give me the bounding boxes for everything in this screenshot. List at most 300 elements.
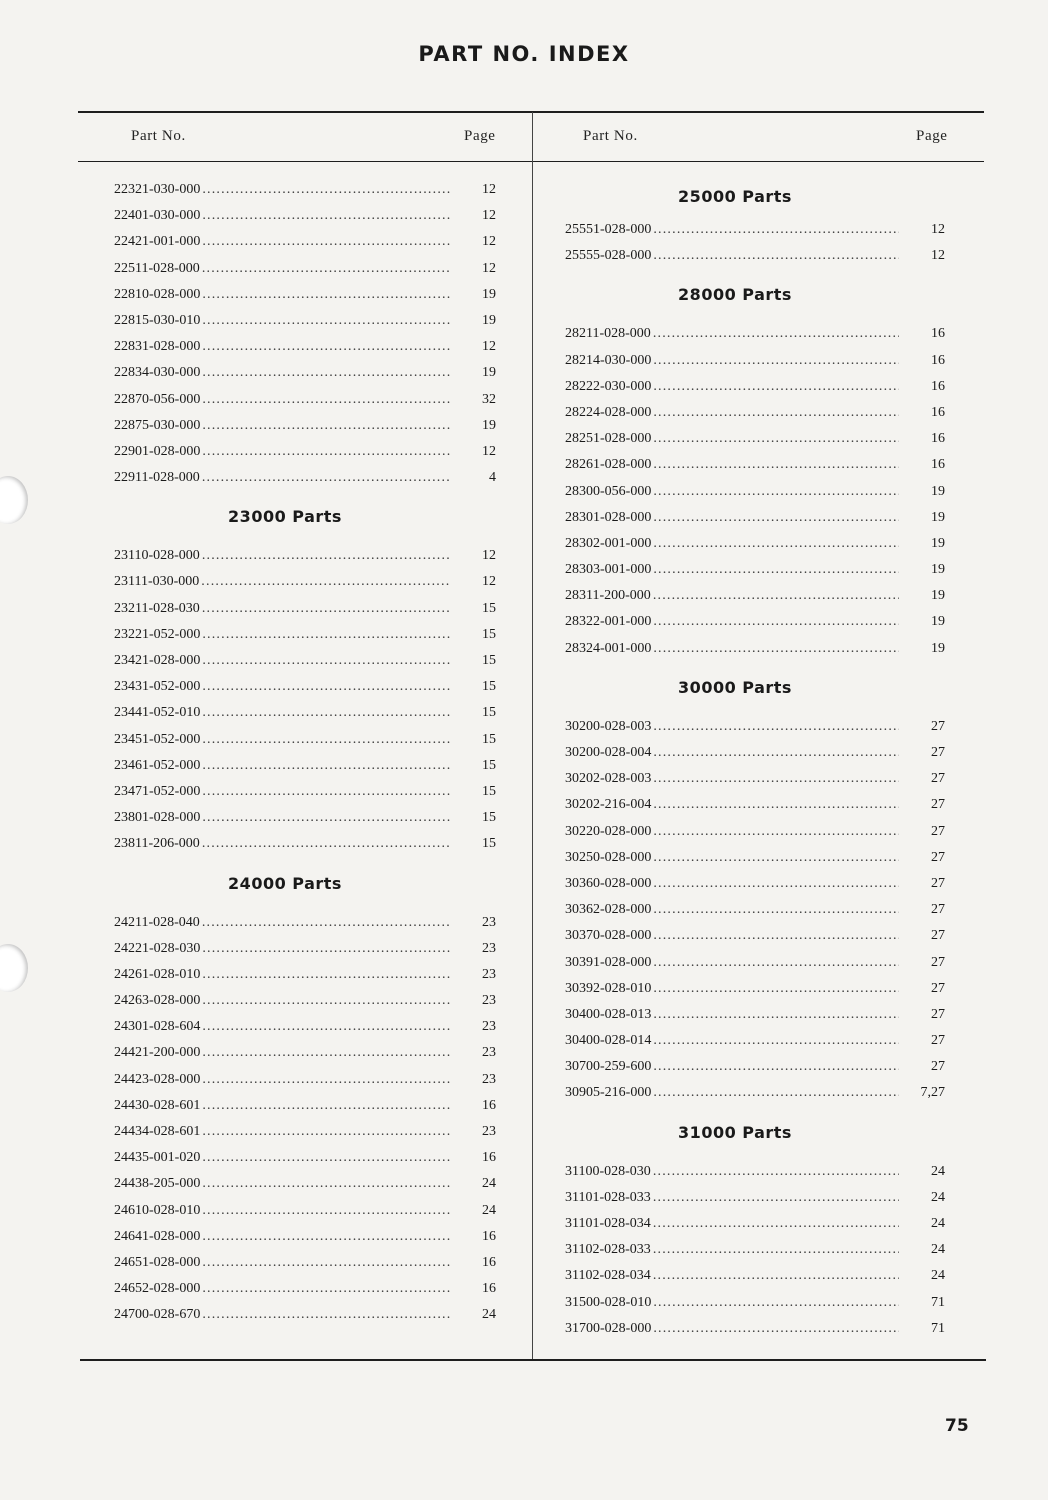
section-heading: 28000 Parts: [678, 285, 792, 305]
page-reference: 27: [931, 928, 945, 944]
part-number: 28322-001-000: [565, 614, 652, 630]
dot-leader: [202, 753, 450, 779]
part-number: 28303-001-000: [565, 562, 652, 578]
part-number: 23110-028-000: [114, 548, 200, 564]
dot-leader: [653, 609, 899, 635]
index-entry: [114, 229, 496, 255]
dot-leader: [653, 897, 899, 923]
column-divider: [532, 112, 533, 1360]
dot-leader: [653, 636, 899, 662]
index-entry: [565, 766, 945, 792]
page-reference: 19: [931, 588, 945, 604]
dot-leader: [653, 583, 899, 609]
part-number: 28302-001-000: [565, 535, 652, 551]
index-entry: [565, 871, 945, 897]
dot-leader: [653, 1002, 899, 1028]
table-bottom-rule: [80, 1359, 986, 1361]
dot-leader: [202, 543, 450, 569]
part-number: 28324-001-000: [565, 640, 652, 656]
dot-leader: [653, 1237, 899, 1263]
dot-leader: [653, 740, 899, 766]
index-entry: [565, 583, 945, 609]
page-reference: 19: [931, 483, 945, 499]
part-number: 30905-216-000: [565, 1085, 652, 1101]
part-number: 30250-028-000: [565, 849, 652, 865]
index-entry: [114, 831, 496, 857]
part-number: 22810-028-000: [114, 286, 201, 302]
dot-leader: [202, 1224, 450, 1250]
part-number: 30220-028-000: [565, 823, 652, 839]
index-entry: [565, 845, 945, 871]
dot-leader: [653, 714, 899, 740]
page-reference: 27: [931, 745, 945, 760]
dot-leader: [653, 871, 899, 897]
part-number: 23471-052-000: [114, 783, 201, 799]
index-entry: [114, 413, 496, 439]
index-entry: [565, 1002, 945, 1028]
dot-leader: [653, 452, 899, 478]
part-number: 31102-028-033: [565, 1242, 651, 1258]
dot-leader: [202, 439, 450, 465]
dot-leader: [202, 334, 450, 360]
part-number: 30700-259-600: [565, 1059, 652, 1075]
index-entry: [565, 452, 945, 478]
dot-leader: [202, 229, 450, 255]
index-entry: [114, 543, 496, 569]
index-entry: [565, 923, 945, 949]
index-entry: [114, 727, 496, 753]
dot-leader: [202, 962, 450, 988]
dot-leader: [653, 557, 899, 583]
section-heading: 30000 Parts: [678, 677, 792, 697]
part-number: 25555-028-000: [565, 248, 652, 264]
dot-leader: [201, 569, 450, 595]
part-number: 31500-028-010: [565, 1294, 652, 1310]
dot-leader: [202, 308, 450, 334]
dot-leader: [202, 203, 450, 229]
part-number: 22875-030-000: [114, 417, 201, 433]
part-number: 30360-028-000: [565, 875, 652, 891]
page-reference: 23: [482, 940, 496, 956]
section-heading: 25000 Parts: [678, 187, 792, 206]
page-reference: 27: [931, 980, 945, 996]
page-reference: 19: [482, 417, 496, 433]
part-number: 25551-028-000: [565, 222, 652, 237]
page-reference: 16: [931, 404, 945, 420]
index-entry: [114, 910, 496, 936]
part-number: 24434-028-601: [114, 1124, 201, 1139]
page-reference: 23: [482, 966, 496, 982]
index-entry: [565, 950, 945, 976]
part-number: 30202-216-004: [565, 797, 652, 813]
right-index-column: [565, 177, 945, 1342]
index-entry: [565, 1211, 945, 1237]
page-reference: 16: [482, 1228, 496, 1244]
dot-leader: [202, 805, 450, 831]
page-reference: 27: [931, 823, 945, 839]
page-reference: 15: [482, 705, 496, 721]
page-reference: 19: [482, 286, 496, 302]
index-entry: [565, 321, 945, 347]
part-number: 24430-028-601: [114, 1097, 201, 1113]
right-header-page: Page: [916, 128, 948, 144]
page-reference: 71: [931, 1294, 945, 1310]
dot-leader: [653, 531, 899, 557]
dot-leader: [653, 1263, 899, 1289]
page-reference: 19: [482, 365, 496, 381]
part-number: 24211-028-040: [114, 914, 200, 930]
dot-leader: [653, 1054, 899, 1080]
page-reference: 15: [482, 600, 496, 616]
page-reference: 19: [482, 312, 496, 328]
index-entry: [114, 1093, 496, 1119]
part-number: 24263-028-000: [114, 993, 201, 1009]
part-number: 28224-028-000: [565, 404, 652, 420]
dot-leader: [653, 1028, 899, 1054]
index-entry: [565, 1316, 945, 1342]
dot-leader: [202, 1171, 450, 1197]
dot-leader: [202, 1014, 450, 1040]
index-entry: [114, 596, 496, 622]
index-entry: [114, 700, 496, 726]
page-reference: 16: [931, 352, 945, 368]
page-reference: 27: [931, 954, 945, 970]
dot-leader: [202, 831, 450, 857]
dot-leader: [653, 1290, 899, 1316]
page-reference: 19: [931, 535, 945, 551]
dot-leader: [202, 648, 450, 674]
part-number: 23451-052-000: [114, 731, 201, 747]
dot-leader: [653, 950, 899, 976]
part-number: 22870-056-000: [114, 391, 201, 407]
part-number: 28211-028-000: [565, 326, 651, 342]
part-number: 24421-200-000: [114, 1045, 201, 1061]
page-reference: 15: [482, 653, 496, 668]
page-reference: 12: [482, 182, 496, 197]
page-reference: 23: [482, 1019, 496, 1035]
part-number: 24652-028-000: [114, 1281, 201, 1297]
dot-leader: [653, 426, 899, 452]
dot-leader: [653, 348, 899, 374]
part-number: 31700-028-000: [565, 1320, 652, 1336]
index-entry: [565, 531, 945, 557]
index-entry: [114, 674, 496, 700]
index-entry: [565, 217, 945, 243]
dot-leader: [653, 374, 899, 400]
index-entry: [565, 1080, 945, 1106]
part-number: 22511-028-000: [114, 260, 200, 276]
dot-leader: [202, 1067, 450, 1093]
part-number: 24435-001-020: [114, 1150, 201, 1166]
index-entry: [114, 1224, 496, 1250]
index-entry: [565, 1263, 945, 1289]
index-entry: [565, 819, 945, 845]
dot-leader: [202, 1302, 450, 1328]
page-reference: 23: [482, 993, 496, 1009]
dot-leader: [653, 479, 899, 505]
dot-leader: [653, 217, 899, 243]
dot-leader: [202, 1093, 450, 1119]
index-entry: [114, 1067, 496, 1093]
page-reference: 27: [931, 1006, 945, 1022]
page-reference: 19: [931, 509, 945, 525]
page-reference: 12: [482, 574, 496, 590]
part-number: 24423-028-000: [114, 1071, 201, 1087]
part-number: 23221-052-000: [114, 626, 201, 642]
page-reference: 15: [482, 679, 496, 695]
dot-leader: [653, 976, 899, 1002]
index-entry: [114, 1119, 496, 1145]
index-entry: [114, 1302, 496, 1328]
index-entry: [114, 648, 496, 674]
part-number: 23811-206-000: [114, 836, 200, 852]
page-title: PART NO. INDEX: [418, 42, 630, 66]
part-number: 24438-205-000: [114, 1176, 201, 1192]
index-entry: [565, 1159, 945, 1185]
index-entry: [565, 426, 945, 452]
part-number: 22421-001-000: [114, 234, 201, 250]
part-number: 22831-028-000: [114, 339, 201, 355]
part-number: 28300-056-000: [565, 483, 652, 499]
dot-leader: [653, 766, 899, 792]
page-reference: 24: [482, 1202, 496, 1218]
page-reference: 19: [931, 640, 945, 656]
page-reference: 27: [931, 875, 945, 891]
dot-leader: [202, 1198, 450, 1224]
part-number: 30202-028-003: [565, 771, 652, 787]
part-number: 31101-028-033: [565, 1189, 651, 1205]
part-number: 23441-052-010: [114, 705, 201, 721]
dot-leader: [653, 243, 899, 269]
index-entry: [565, 792, 945, 818]
dot-leader: [202, 727, 450, 753]
dot-leader: [202, 282, 450, 308]
index-entry: [114, 779, 496, 805]
part-number: 31101-028-034: [565, 1216, 651, 1231]
dot-leader: [202, 1276, 450, 1302]
index-entry: [114, 1250, 496, 1276]
left-header-part-no: Part No.: [131, 128, 186, 144]
page-reference: 12: [482, 548, 496, 564]
index-entry: [565, 557, 945, 583]
dot-leader: [202, 360, 450, 386]
page-reference: 16: [482, 1097, 496, 1113]
index-entry: [565, 1290, 945, 1316]
page-reference: 15: [482, 810, 496, 826]
index-entry: [114, 936, 496, 962]
part-number: 24261-028-010: [114, 966, 201, 982]
index-entry: [565, 976, 945, 1002]
page-reference: 15: [482, 626, 496, 642]
header-bottom-rule: [78, 161, 984, 162]
part-number: 24221-028-030: [114, 940, 201, 956]
binder-hole-bottom: [0, 944, 28, 992]
page-reference: 19: [931, 562, 945, 578]
page-reference: 12: [482, 260, 496, 276]
page-reference: 16: [482, 1281, 496, 1297]
dot-leader: [653, 792, 899, 818]
page-reference: 27: [931, 1033, 945, 1049]
page-reference: 12: [482, 339, 496, 355]
part-number: 22901-028-000: [114, 443, 201, 459]
page-reference: 16: [482, 1254, 496, 1270]
page-reference: 16: [482, 1150, 496, 1166]
part-number: 28311-200-000: [565, 588, 651, 604]
page-reference: 27: [931, 849, 945, 865]
index-entry: [114, 962, 496, 988]
index-entry: [565, 1028, 945, 1054]
part-number: 22401-030-000: [114, 208, 201, 224]
left-header-page: Page: [464, 128, 496, 144]
part-number: 23111-030-000: [114, 574, 200, 590]
page-reference: 27: [931, 1059, 945, 1075]
dot-leader: [653, 1316, 899, 1342]
part-number: 24610-028-010: [114, 1202, 201, 1218]
dot-leader: [202, 1119, 450, 1145]
page-reference: 24: [931, 1189, 945, 1205]
dot-leader: [653, 400, 899, 426]
page-reference: 23: [482, 1045, 496, 1061]
page-reference: 4: [489, 470, 496, 486]
index-entry: [114, 387, 496, 413]
part-number: 28261-028-000: [565, 457, 652, 473]
dot-leader: [202, 177, 450, 203]
part-number: 22815-030-010: [114, 312, 201, 328]
page-reference: 19: [931, 614, 945, 630]
part-number: 22834-030-000: [114, 365, 201, 381]
dot-leader: [653, 1185, 899, 1211]
index-entry: [565, 400, 945, 426]
dot-leader: [653, 505, 899, 531]
index-entry: [565, 479, 945, 505]
index-entry: [114, 569, 496, 595]
index-entry: [114, 1014, 496, 1040]
dot-leader: [653, 923, 899, 949]
part-number: 24301-028-604: [114, 1019, 201, 1035]
index-entry: [114, 1040, 496, 1066]
index-entry: [114, 1198, 496, 1224]
left-index-column: [114, 177, 496, 1329]
index-entry: [565, 609, 945, 635]
dot-leader: [202, 1145, 450, 1171]
part-number: 22321-030-000: [114, 182, 201, 197]
index-entry: [114, 282, 496, 308]
index-entry: [114, 988, 496, 1014]
page-reference: 12: [482, 208, 496, 224]
index-entry: [565, 1054, 945, 1080]
index-entry: [114, 465, 496, 491]
dot-leader: [653, 1080, 899, 1106]
index-entry: [565, 243, 945, 269]
section-heading: 23000 Parts: [228, 507, 342, 527]
part-number: 28214-030-000: [565, 352, 652, 368]
index-entry: [565, 505, 945, 531]
index-entry: [114, 308, 496, 334]
table-top-rule: [78, 111, 984, 113]
index-entry: [565, 1237, 945, 1263]
page-reference: 71: [931, 1320, 945, 1336]
part-number: 23421-028-000: [114, 653, 201, 668]
page-reference: 23: [482, 914, 496, 930]
part-number: 30400-028-014: [565, 1033, 652, 1049]
index-entry: [114, 203, 496, 229]
part-number: 31102-028-034: [565, 1268, 651, 1284]
part-number: 31100-028-030: [565, 1163, 651, 1179]
dot-leader: [202, 936, 450, 962]
page-reference: 27: [931, 902, 945, 918]
page-reference: 16: [931, 431, 945, 447]
dot-leader: [653, 321, 899, 347]
page-reference: 12: [482, 234, 496, 250]
part-number: 30362-028-000: [565, 902, 652, 918]
page-reference: 23: [482, 1124, 496, 1139]
page-reference: 12: [931, 248, 945, 264]
page-reference: 12: [931, 222, 945, 237]
index-entry: [114, 622, 496, 648]
page-reference: 27: [931, 771, 945, 787]
dot-leader: [202, 256, 450, 282]
part-number: 22911-028-000: [114, 470, 200, 486]
dot-leader: [202, 779, 450, 805]
index-entry: [565, 740, 945, 766]
page-reference: 24: [482, 1176, 496, 1192]
page-reference: 24: [931, 1242, 945, 1258]
index-entry: [565, 714, 945, 740]
part-number: 23801-028-000: [114, 810, 201, 826]
index-entry: [565, 1185, 945, 1211]
part-number: 24700-028-670: [114, 1307, 201, 1323]
part-number: 28251-028-000: [565, 431, 652, 447]
dot-leader: [653, 845, 899, 871]
part-number: 30392-028-010: [565, 980, 652, 996]
part-number: 30200-028-004: [565, 745, 652, 760]
index-entry: [565, 374, 945, 400]
binder-hole-top: [0, 476, 28, 524]
index-entry: [114, 805, 496, 831]
dot-leader: [653, 1211, 899, 1237]
part-number: 23211-028-030: [114, 600, 200, 616]
dot-leader: [202, 1040, 450, 1066]
index-entry: [114, 1145, 496, 1171]
part-number: 24651-028-000: [114, 1254, 201, 1270]
page-number: 75: [945, 1416, 969, 1436]
dot-leader: [202, 1250, 450, 1276]
dot-leader: [202, 910, 450, 936]
part-number: 24641-028-000: [114, 1228, 201, 1244]
page-reference: 15: [482, 731, 496, 747]
dot-leader: [202, 622, 450, 648]
page-reference: 24: [931, 1268, 945, 1284]
page-reference: 15: [482, 783, 496, 799]
part-number: 23461-052-000: [114, 757, 201, 773]
dot-leader: [202, 988, 450, 1014]
page-reference: 16: [931, 378, 945, 394]
page-reference: 12: [482, 443, 496, 459]
index-entry: [114, 177, 496, 203]
dot-leader: [202, 413, 450, 439]
part-number: 28301-028-000: [565, 509, 652, 525]
page-reference: 24: [482, 1307, 496, 1323]
index-entry: [565, 897, 945, 923]
page-reference: 27: [931, 718, 945, 734]
section-heading: 24000 Parts: [228, 873, 342, 893]
page-reference: 16: [931, 457, 945, 473]
index-entry: [114, 334, 496, 360]
part-number: 30391-028-000: [565, 954, 652, 970]
index-entry: [114, 360, 496, 386]
dot-leader: [202, 465, 450, 491]
part-number: 30200-028-003: [565, 718, 652, 734]
